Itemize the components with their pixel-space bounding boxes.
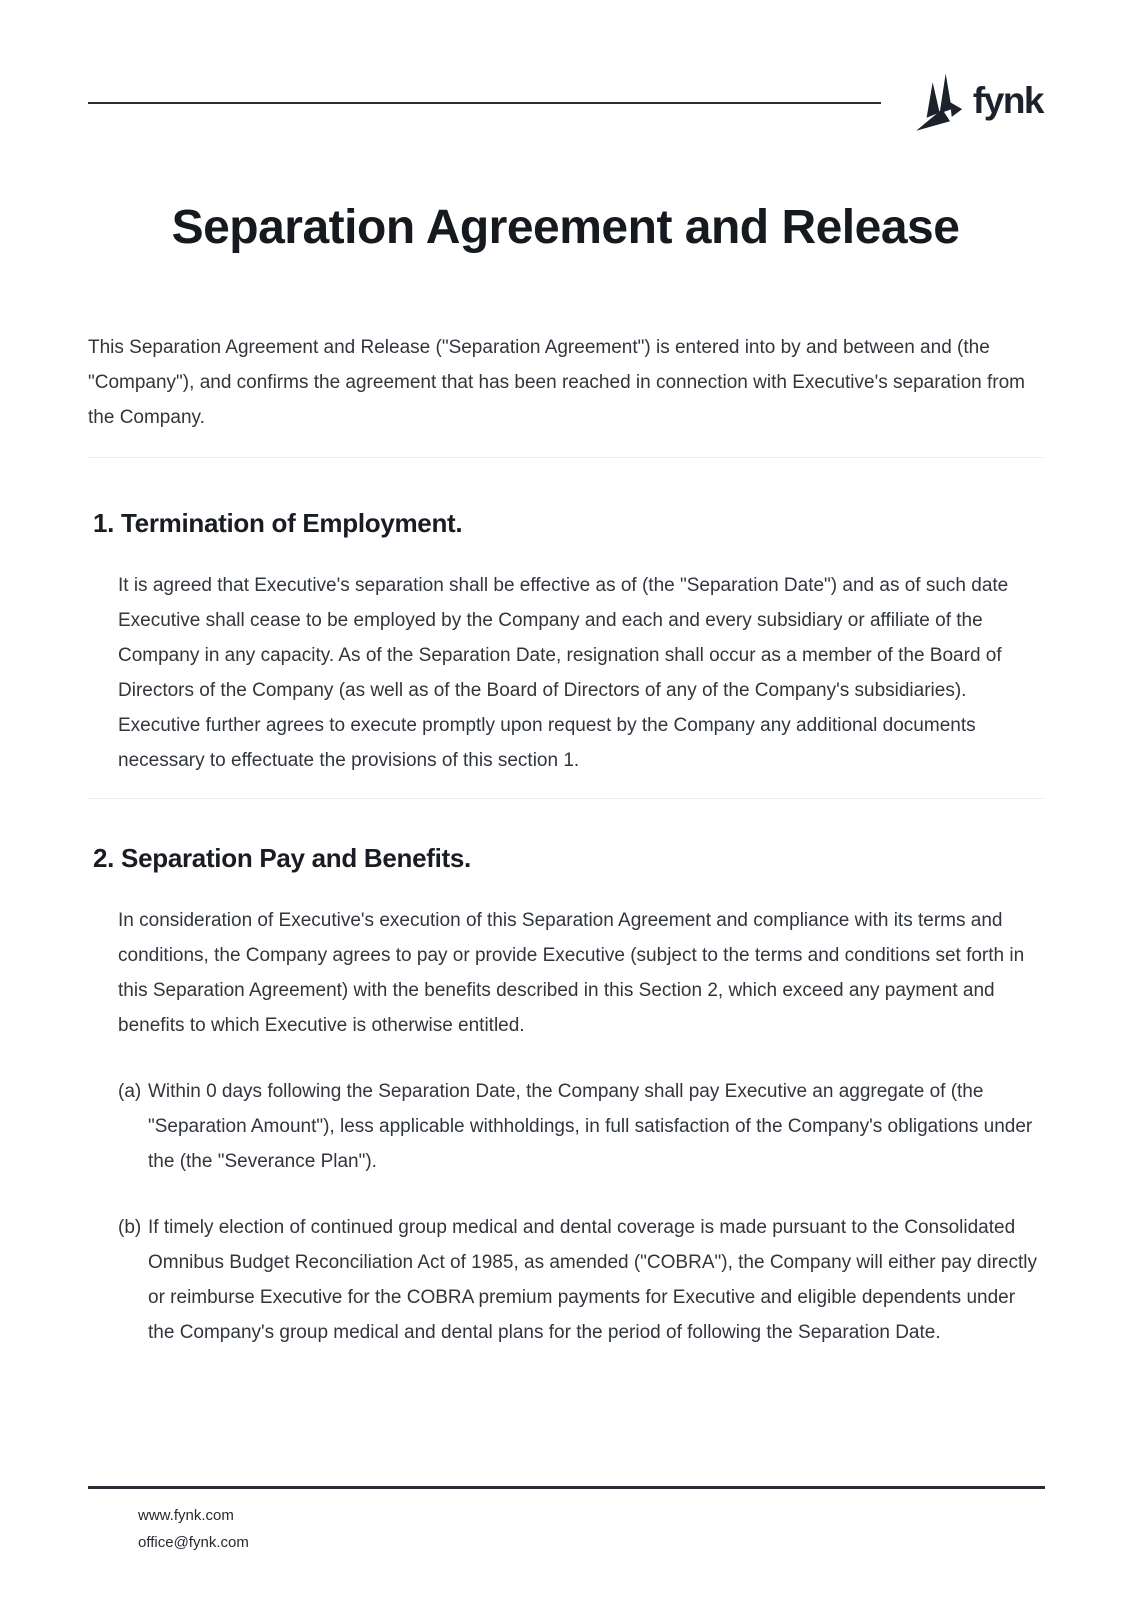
page-header bbox=[88, 0, 1043, 134]
intro-paragraph: This Separation Agreement and Release ("Separation Agreement") is entered into by and between and (the "Company"), and confirms the agreement that has been reached in connection with Executive's separation from the Company. bbox=[88, 337, 1026, 428]
section-1-number: 1. bbox=[93, 508, 115, 538]
section-divider bbox=[88, 798, 1043, 799]
page-footer bbox=[88, 1486, 1045, 1556]
list-item-a-text: Within 0 days following the Separation Date, the Company shall pay Executive an aggregate of (the "Separation Amount"), less applicable withholdings, in full satisfaction of the Company's obligations under the (the "Severance Plan"). bbox=[148, 1081, 1033, 1172]
list-item-a-marker: (a) bbox=[118, 1081, 142, 1102]
header-rule bbox=[88, 102, 881, 104]
section-2-heading-text: Separation Pay and Benefits. bbox=[121, 843, 471, 873]
footer-website: www.fynk.com bbox=[138, 1507, 234, 1524]
fynk-logo bbox=[911, 72, 1043, 134]
list-item-b bbox=[118, 1210, 1043, 1350]
section-termination bbox=[88, 506, 1043, 778]
document-title: Separation Agreement and Release bbox=[171, 201, 960, 254]
list-item-b-text: If timely election of continued group medical and dental coverage is made pursuant to the Consolidated Omnibus Budget Reconciliation Act of 1985, as amended ("COBRA"), the Company will either pay directly or reimburse Executive for the COBRA premium payments for Executive and eligible dependents under the Company's group medical and dental plans for the period of following the Separation Date. bbox=[148, 1217, 1037, 1343]
list-item-a bbox=[118, 1074, 1043, 1179]
origami-bird-icon bbox=[911, 72, 963, 134]
section-2-heading bbox=[93, 841, 1043, 875]
section-1-body: It is agreed that Executive's separation shall be effective as of (the "Separation Date") and as of such date Executive shall cease to be employed by the Company and each and every subsidiary or affiliate of the Company in any capacity. As of the Separation Date, resignation shall occur as a member of the Board of Directors of the Company (as well as of the Board of Directors of any of the Company's subsidiaries). Executive further agrees to execute promptly upon request by the Company any additional documents necessary to effectuate the provisions of this section 1. bbox=[118, 575, 1009, 771]
section-separation-pay bbox=[88, 841, 1043, 1350]
fynk-wordmark: fynk bbox=[972, 79, 1043, 121]
section-1-heading bbox=[93, 506, 1043, 540]
section-2-body: In consideration of Executive's execution of this Separation Agreement and compliance with its terms and conditions, the Company agrees to pay or provide Executive (subject to the terms and conditions set forth in this Separation Agreement) with the benefits described in this Section 2, which exceed any payment and benefits to which Executive is otherwise entitled. bbox=[118, 910, 1025, 1036]
section-2-number: 2. bbox=[93, 843, 115, 873]
section-1-heading-text: Termination of Employment. bbox=[121, 508, 463, 538]
list-item-b-marker: (b) bbox=[118, 1217, 142, 1238]
section-divider bbox=[88, 457, 1043, 458]
footer-email: office@fynk.com bbox=[138, 1534, 249, 1551]
